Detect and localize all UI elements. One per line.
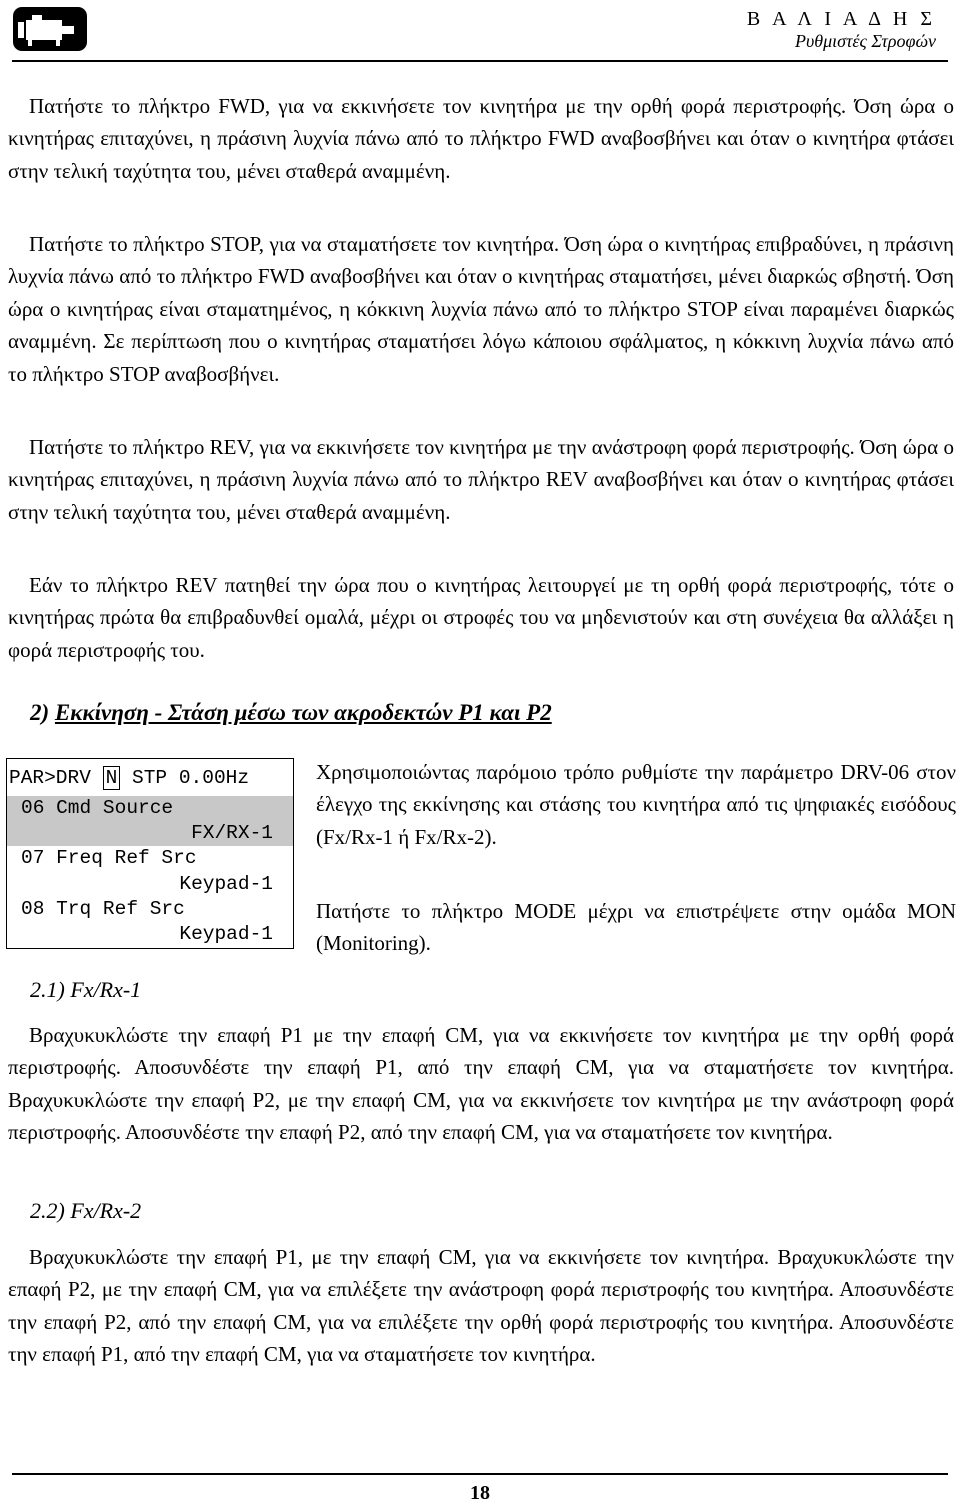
page-number: 18	[470, 1482, 490, 1504]
paragraph-fwd: Πατήστε το πλήκτρο FWD, για να εκκινήσετε τον κινητήρα με την ορθή φορά περιστροφής. Όση ώρα ο κινητήρας επιταχύνει, η πράσινη λυχνία πάνω από το πλήκτρο FWD αναβοσβήνει και όταν ο κινητήρα φτάσει στην τελική ταχύτητα του, μένει σταθερά αναμμένη.	[8, 94, 954, 183]
section-title: Εκκίνηση - Στάση μέσω των ακροδεκτών P1 και P2	[54, 700, 552, 725]
paragraph-stop: Πατήστε το πλήκτρο STOP, για να σταματήσετε τον κινητήρα. Όση ώρα ο κινητήρας επιβραδύνει, η πράσινη λυχνία πάνω από το πλήκτρο FWD αναβοσβήνει και όταν ο κινητήρας σταματήσει, μένει διαρκώς σβηστή. Όση ώρα ο κινητήρας είναι σταματημένος, η κόκκινη λυχνία πάνω από το πλήκτρο STOP είναι παραμένει διαρκώς αναμμένη. Σε περίπτωση που ο κινητήρας σταματήσει λόγω κάποιου σφάλματος, η κόκκινη λυχνία πάνω από το πλήκτρο STOP αναβοσβήνει.	[8, 232, 954, 386]
paragraph-fxrx2: Βραχυκυκλώστε την επαφή P1, με την επαφή CM, για να εκκινήσετε τον κινητήρα. Βραχυκυκλώστε την επαφή P2, με την επαφή CM, για να επιλέξετε την ανάστροφη φορά περιστροφής του κινητήρα. Αποσυνδέστε την επαφή P2, από την επαφή CM, για να επιλέξετε την ορθή φορά περιστροφής του κινητήρα. Αποσυνδέστε την επαφή P1, από την επαφή CM, για να σταματήσετε τον κινητήρα.	[8, 1245, 954, 1367]
lcd-param-label: 06 Cmd Source	[7, 796, 293, 821]
document-header	[747, 8, 936, 52]
document-subtitle: Ρυθμιστές Στροφών	[794, 31, 936, 51]
motor-logo-icon	[12, 6, 88, 52]
subsection-heading-fxrx2: 2.2) Fx/Rx-2	[30, 1198, 142, 1223]
section-heading	[30, 700, 552, 726]
lcd-param-value: FX/RX-1	[7, 821, 293, 846]
lcd-param-label: 08 Trq Ref Src	[21, 898, 185, 920]
company-name: Β Α Λ Ι Α Δ Η Σ	[746, 8, 936, 30]
paragraph-fxrx1: Βραχυκυκλώστε την επαφή P1 με την επαφή CM, για να εκκινήσετε τον κινητήρα με την ορθή φορά περιστροφής. Αποσυνδέστε την επαφή P1, από την επαφή CM, για να σταματήσετε τον κινητήρα. Βραχυκυκλώστε την επαφή P2, με την επαφή CM, για να εκκινήσετε τον κινητήρα με την ανάστροφη φορά περιστροφής. Αποσυνδέστε την επαφή P2, από την επαφή CM, για να σταματήσετε τον κινητήρα.	[8, 1023, 954, 1145]
header-divider	[12, 60, 948, 62]
footer-divider	[12, 1473, 948, 1475]
subsection-heading-fxrx1: 2.1) Fx/Rx-1	[30, 977, 142, 1002]
paragraph-rev-switch: Εάν το πλήκτρο REV πατηθεί την ώρα που ο κινητήρας λειτουργεί με τη ορθή φορά περιστροφής, τότε ο κινητήρας πρώτα θα επιβραδυνθεί ομαλά, μέχρι οι στροφές του να μηδενιστούν και στη συνέχεια θα αλλάξει η φορά περιστροφής του.	[8, 573, 954, 662]
side-paragraph-mode: Πατήστε το πλήκτρο MODE μέχρι να επιστρέψετε στην ομάδα MON (Monitoring).	[316, 899, 956, 956]
lcd-status-line	[7, 766, 293, 791]
lcd-status-prefix: PAR>DRV	[9, 767, 103, 789]
keypad-lcd-display	[6, 758, 294, 949]
side-paragraph-drv06: Χρησιμοποιώντας παρόμοιο τρόπο ρυθμίστε την παράμετρο DRV-06 στον έλεγχο της εκκίνησης και στάσης του κινητήρα από τις ψηφιακές εισόδους (Fx/Rx-1 ή Fx/Rx-2).	[316, 760, 956, 849]
lcd-param-label: 07 Freq Ref Src	[21, 847, 197, 869]
lcd-param-value: Keypad-1	[179, 873, 273, 895]
section-number: 2)	[30, 700, 50, 725]
lcd-status-suffix: STP 0.00Hz	[120, 767, 250, 789]
lcd-mode-indicator: N	[103, 766, 121, 790]
lcd-param-value: Keypad-1	[179, 923, 273, 945]
paragraph-rev: Πατήστε το πλήκτρο REV, για να εκκινήσετε τον κινητήρα με την ανάστροφη φορά περιστροφής. Όση ώρα ο κινητήρας επιταχύνει, η πράσινη λυχνία πάνω από το πλήκτρο REV αναβοσβήνει και όταν ο κινητήρας φτάσει στην τελική ταχύτητα του, μένει σταθερά αναμμένη.	[8, 435, 954, 524]
